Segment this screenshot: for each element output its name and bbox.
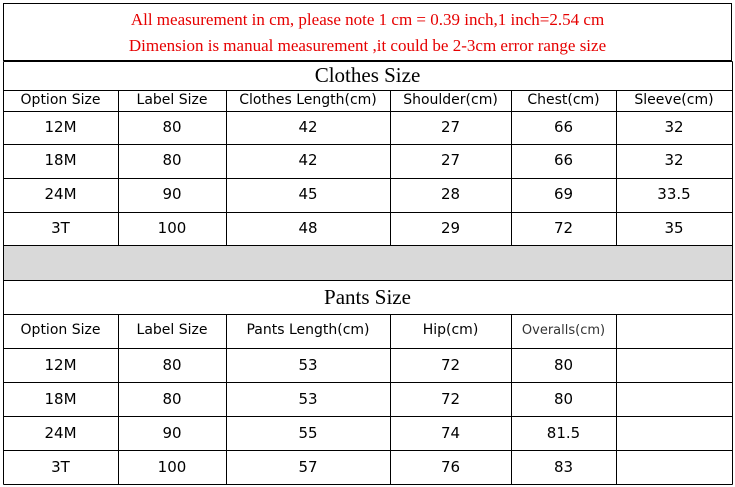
clothes-cell-r3-c2: 48 xyxy=(298,219,318,237)
clothes-cell-r1-c3: 27 xyxy=(440,151,461,169)
clothes-cell-r1-c5: 32 xyxy=(664,151,684,169)
clothes-header-5: Sleeve(cm) xyxy=(634,92,714,108)
clothes-header-3: Shoulder(cm) xyxy=(403,92,498,108)
clothes-cell-r0-c4: 66 xyxy=(553,118,574,136)
notice-line-2: Dimension is manual measurement ,it could be 2-3cm error range size xyxy=(128,36,607,55)
pants-cell-r2-c2: 55 xyxy=(298,424,318,442)
pants-cell-r2-c4: 81.5 xyxy=(546,424,581,442)
clothes-cell-r0-c3: 27 xyxy=(440,118,461,136)
clothes-size-title: Clothes Size xyxy=(314,63,421,87)
clothes-cell-r1-c4: 66 xyxy=(553,151,574,169)
clothes-cell-r0-c5: 32 xyxy=(664,118,684,136)
clothes-cell-r2-c5: 33.5 xyxy=(657,185,691,203)
pants-cell-r1-c5 xyxy=(616,382,732,416)
pants-cell-r3-c3: 76 xyxy=(440,458,461,476)
clothes-cell-r3-c5: 35 xyxy=(664,219,684,237)
pants-cell-r3-c5 xyxy=(616,450,732,484)
clothes-cell-r1-c0: 18M xyxy=(44,151,77,169)
clothes-cell-r3-c1: 100 xyxy=(157,219,187,237)
pants-cell-r3-c4: 83 xyxy=(553,458,574,476)
pants-cell-r0-c0: 12M xyxy=(44,356,77,374)
clothes-cell-r3-c0: 3T xyxy=(51,219,70,237)
pants-cell-r1-c1: 80 xyxy=(162,390,182,408)
pants-header-1: Label Size xyxy=(136,322,208,338)
clothes-cell-r3-c3: 29 xyxy=(440,219,461,237)
pants-cell-r0-c1: 80 xyxy=(162,356,182,374)
clothes-cell-r2-c2: 45 xyxy=(298,185,318,203)
pants-cell-r2-c5 xyxy=(616,416,732,450)
clothes-cell-r0-c0: 12M xyxy=(44,118,77,136)
clothes-cell-r0-c1: 80 xyxy=(162,118,182,136)
pants-size-title: Pants Size xyxy=(324,285,411,309)
pants-cell-r1-c2: 53 xyxy=(298,390,318,408)
pants-cell-r0-c2: 53 xyxy=(298,356,318,374)
clothes-cell-r1-c1: 80 xyxy=(162,151,182,169)
clothes-cell-r2-c4: 69 xyxy=(553,185,574,203)
clothes-header-4: Chest(cm) xyxy=(527,92,600,108)
pants-header-3: Hip(cm) xyxy=(422,322,479,338)
pants-cell-r1-c0: 18M xyxy=(44,390,77,408)
pants-header-0: Option Size xyxy=(20,322,101,338)
notice-line-1: All measurement in cm, please note 1 cm = 0.39 inch,1 inch=2.54 cm xyxy=(130,10,605,29)
pants-cell-r2-c3: 74 xyxy=(440,424,461,442)
clothes-header-2: Clothes Length(cm) xyxy=(239,92,377,108)
pants-cell-r0-c3: 72 xyxy=(440,356,461,374)
pants-cell-r1-c3: 72 xyxy=(440,390,461,408)
clothes-header-0: Option Size xyxy=(20,92,101,108)
clothes-cell-r1-c2: 42 xyxy=(298,151,318,169)
pants-cell-r2-c0: 24M xyxy=(44,424,77,442)
pants-cell-r0-c4: 80 xyxy=(553,356,574,374)
clothes-cell-r3-c4: 72 xyxy=(553,219,574,237)
pants-cell-r3-c2: 57 xyxy=(298,458,318,476)
pants-header-5 xyxy=(616,314,732,347)
pants-cell-r1-c4: 80 xyxy=(553,390,574,408)
pants-header-4: Overalls(cm) xyxy=(521,323,606,338)
clothes-cell-r2-c1: 90 xyxy=(162,185,182,203)
clothes-cell-r0-c2: 42 xyxy=(298,118,318,136)
clothes-header-1: Label Size xyxy=(136,92,208,108)
pants-cell-r3-c0: 3T xyxy=(51,458,70,476)
pants-cell-r3-c1: 100 xyxy=(157,458,187,476)
pants-cell-r2-c1: 90 xyxy=(162,424,182,442)
clothes-cell-r2-c3: 28 xyxy=(440,185,461,203)
clothes-cell-r2-c0: 24M xyxy=(44,185,77,203)
pants-header-2: Pants Length(cm) xyxy=(246,322,370,338)
pants-cell-r0-c5 xyxy=(616,348,732,382)
